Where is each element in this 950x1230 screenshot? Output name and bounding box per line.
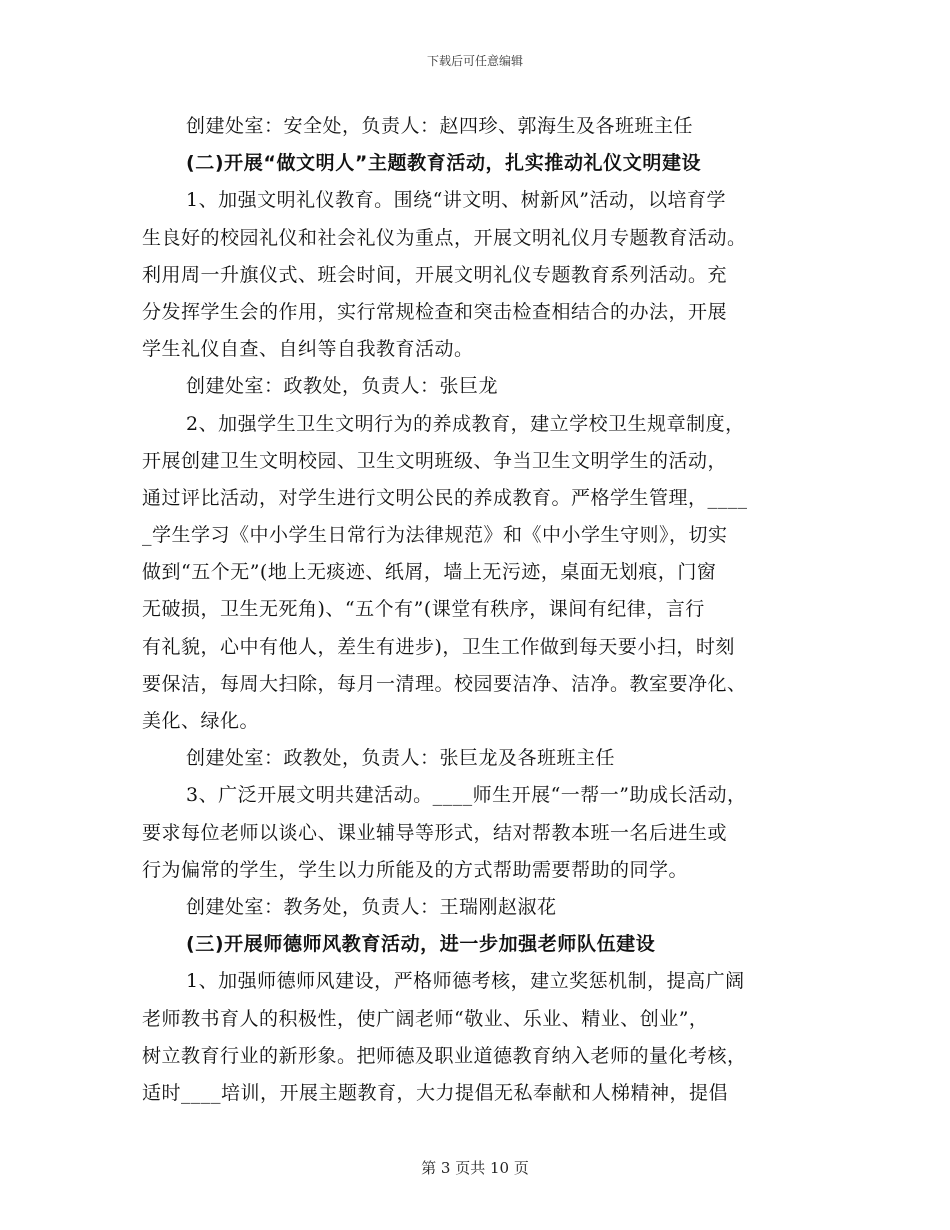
- paragraph-line: 分发挥学生会的作用，实行常规检查和突击检查相结合的办法，开展: [142, 300, 728, 323]
- paragraph-line: 1、加强师德师风建设，严格师德考核，建立奖惩机制，提高广阔: [186, 970, 745, 993]
- paragraph-line: 有礼貌，心中有他人，差生有进步)，卫生工作做到每天要小扫，时刻: [142, 635, 735, 658]
- paragraph-line: 老师教书育人的积极性，使广阔老师“敬业、乐业、精业、创业”，: [142, 1007, 709, 1030]
- paragraph-line: 生良好的校园礼仪和社会礼仪为重点，开展文明礼仪月专题教育活动。: [142, 226, 747, 249]
- paragraph-line: 行为偏常的学生，学生以力所能及的方式帮助需要帮助的同学。: [142, 858, 689, 881]
- paragraph-line: 做到“五个无”(地上无痰迹、纸屑，墙上无污迹，桌面无划痕，门窗: [142, 561, 717, 584]
- section-heading: (三)开展师德师风教育活动，进一步加强老师队伍建设: [186, 933, 656, 956]
- responsible-office-line: 创建处室：安全处，负责人：赵四珍、郭海生及各班班主任: [186, 115, 694, 137]
- paragraph-line: 利用周一升旗仪式、班会时间，开展文明礼仪专题教育系列活动。充: [142, 263, 728, 286]
- paragraph-line: 2、加强学生卫生文明行为的养成教育，建立学校卫生规章制度，: [186, 412, 745, 435]
- paragraph-line: 开展创建卫生文明校园、卫生文明班级、争当卫生文明学生的活动，: [142, 449, 728, 472]
- paragraph-line: 学生礼仪自查、自纠等自我教育活动。: [142, 338, 474, 361]
- paragraph-line: 树立教育行业的新形象。把师德及职业道德教育纳入老师的量化考核，: [142, 1044, 747, 1067]
- paragraph-line: _学生学习《中小学生日常行为法律规范》和《中小学生守则》，切实: [142, 524, 728, 547]
- paragraph-line: 美化、绿化。: [142, 710, 260, 732]
- paragraph-line: 无破损，卫生无死角)、“五个有”(课堂有秩序，课间有纪律，言行: [142, 598, 705, 621]
- section-heading: (二)开展“做文明人”主题教育活动，扎实推动礼仪文明建设: [186, 152, 702, 175]
- paragraph-line: 要保洁，每周大扫除，每月一清理。校园要洁净、洁净。教室要净化、: [142, 672, 747, 695]
- responsible-office-line: 创建处室：政教处，负责人：张巨龙: [186, 375, 499, 398]
- paragraph-line: 适时____培训，开展主题教育，大力提倡无私奉献和人梯精神，提倡: [142, 1081, 729, 1104]
- responsible-office-line: 创建处室：教务处，负责人：王瑞刚赵淑花: [186, 895, 557, 918]
- paragraph-line: 通过评比活动，对学生进行文明公民的养成教育。严格学生管理，____: [142, 486, 748, 509]
- document-body: [142, 108, 822, 1112]
- paragraph-line: 1、加强文明礼仪教育。围绕“讲文明、树新风”活动，以培育学: [186, 189, 727, 212]
- paragraph-line: 3、广泛开展文明共建活动。____师生开展“一帮一”助成长活动，: [186, 784, 747, 807]
- responsible-office-line: 创建处室：政教处，负责人：张巨龙及各班班主任: [186, 747, 616, 770]
- page-header: 下载后可任意编辑: [426, 54, 523, 68]
- paragraph-line: 要求每位老师以谈心、课业辅导等形式，结对帮教本班一名后进生或: [142, 821, 728, 844]
- page-footer: 第 3 页共 10 页: [421, 1159, 529, 1177]
